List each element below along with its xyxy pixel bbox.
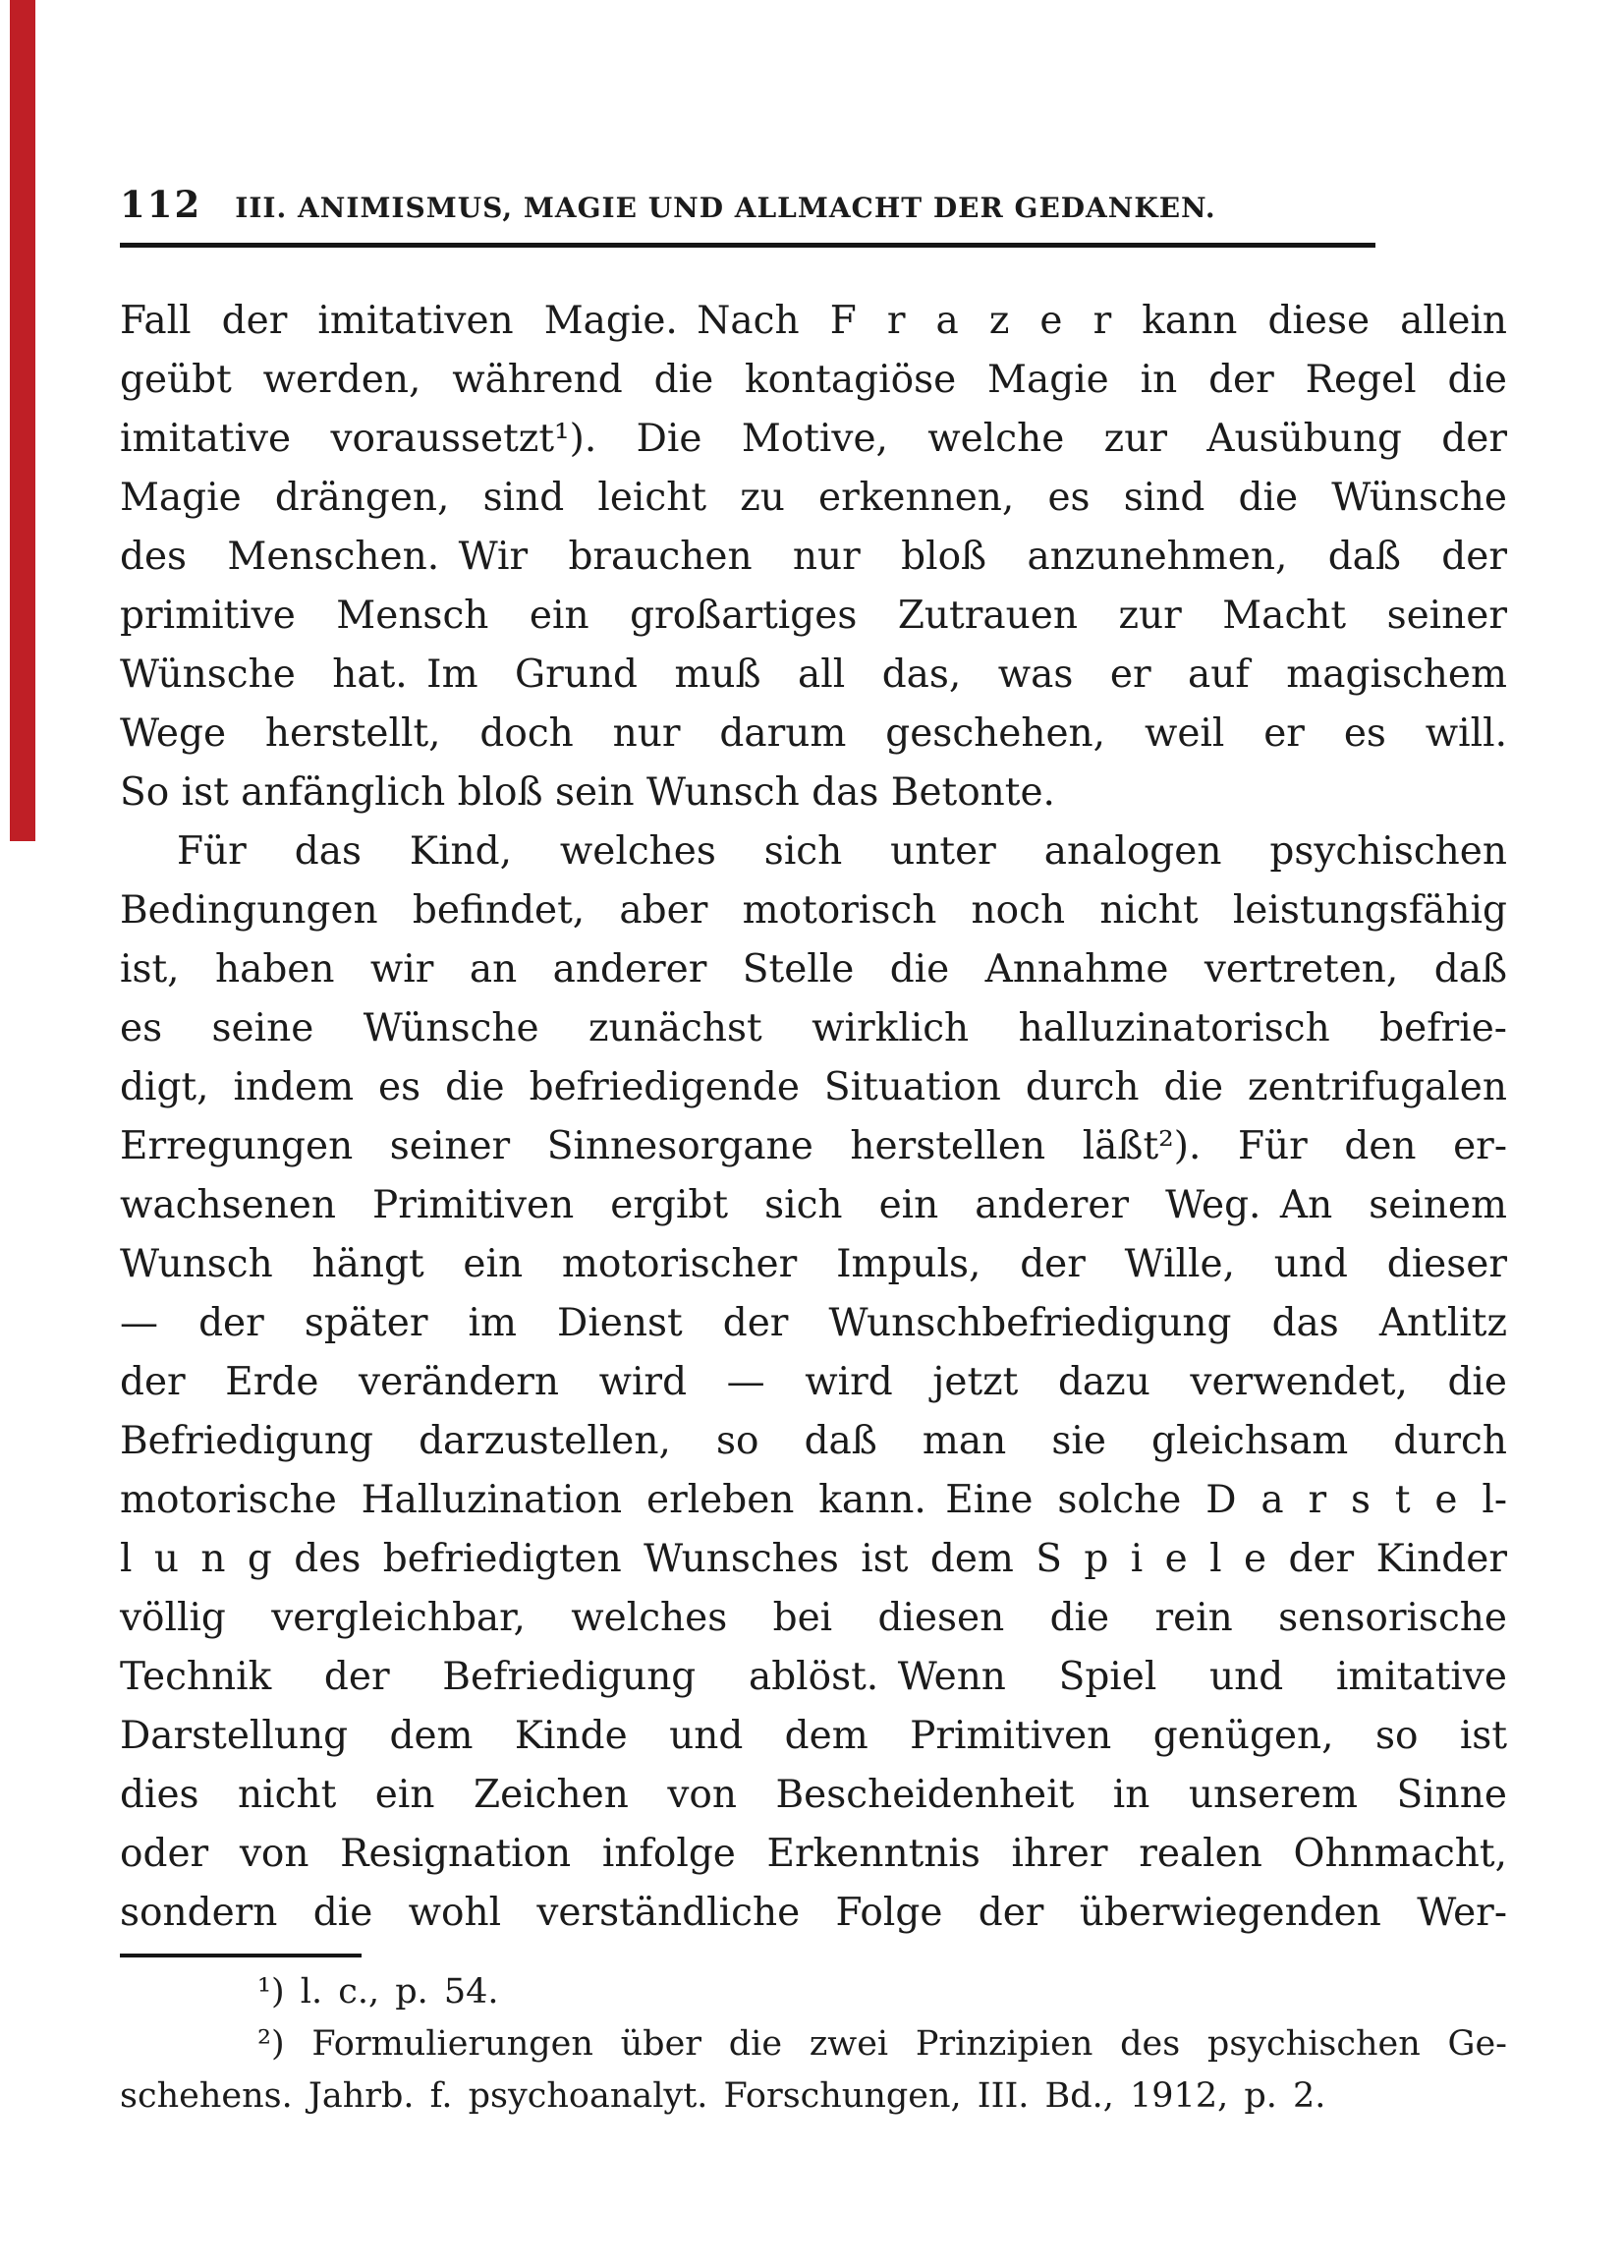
text-line: Fall der imitativen Magie. Nach F r a z e r kann diese allein	[120, 299, 1507, 343]
text-line: Erregungen seiner Sinnesorgane herstellen läßt²). Für den er-	[120, 1124, 1507, 1168]
text-line: So ist anfänglich bloß sein Wunsch das Betonte.	[120, 770, 1055, 815]
text-line: — der später im Dienst der Wunschbefriedigung das Antlitz	[120, 1301, 1507, 1345]
text-line: Darstellung dem Kinde und dem Primitiven genügen, so ist	[120, 1714, 1507, 1758]
text-line: l u n g des befriedigten Wunsches ist dem S p i e l e der Kinder	[120, 1537, 1507, 1581]
text-line: Wunsch hängt ein motorischer Impuls, der Wille, und dieser	[120, 1242, 1507, 1286]
running-title: III. ANIMISMUS, MAGIE UND ALLMACHT DER GEDANKEN.	[235, 192, 1216, 224]
footnote-line: schehens. Jahrb. f. psychoanalyt. Forschungen, III. Bd., 1912, p. 2.	[120, 2076, 1326, 2116]
text-line: der Erde verändern wird — wird jetzt dazu verwendet, die	[120, 1360, 1507, 1404]
red-edge-ribbon	[10, 0, 35, 841]
text-line: dies nicht ein Zeichen von Bescheidenheit in unserem Sinne	[120, 1773, 1507, 1817]
text-line: primitive Mensch ein großartiges Zutrauen zur Macht seiner	[120, 594, 1507, 638]
text-line: völlig vergleichbar, welches bei diesen die rein sensorische	[120, 1596, 1507, 1640]
footnote-line: ¹) l. c., p. 54.	[257, 1972, 499, 2012]
footnote-rule	[120, 1954, 362, 1957]
text-line: digt, indem es die befriedigende Situation durch die zentrifugalen	[120, 1065, 1507, 1109]
text-line: wachsenen Primitiven ergibt sich ein anderer Weg. An seinem	[120, 1183, 1507, 1227]
text-line: Befriedigung darzustellen, so daß man sie gleichsam durch	[120, 1419, 1507, 1463]
footnote-line: ²) Formulierungen über die zwei Prinzipien des psychischen Ge-	[257, 2024, 1507, 2064]
text-line: Bedingungen befindet, aber motorisch noch nicht leistungsfähig	[120, 888, 1507, 933]
text-line: des Menschen. Wir brauchen nur bloß anzunehmen, daß der	[120, 535, 1507, 579]
body-text	[120, 292, 1507, 1943]
text-line: Für das Kind, welches sich unter analogen psychischen	[177, 829, 1507, 874]
page-number: 112	[120, 183, 202, 226]
text-line: Wege herstellt, doch nur darum geschehen, weil er es will.	[120, 711, 1507, 756]
text-line: oder von Resignation infolge Erkenntnis ihrer realen Ohnmacht,	[120, 1832, 1507, 1876]
text-line: Wünsche hat. Im Grund muß all das, was er auf magischem	[120, 652, 1507, 697]
text-line: motorische Halluzination erleben kann. Eine solche D a r s t e l-	[120, 1478, 1507, 1522]
text-line: ist, haben wir an anderer Stelle die Annahme vertreten, daß	[120, 947, 1507, 992]
text-line: geübt werden, während die kontagiöse Magie in der Regel die	[120, 358, 1507, 402]
text-line: sondern die wohl verständliche Folge der überwiegenden Wer-	[120, 1891, 1507, 1935]
text-line: es seine Wünsche zunächst wirklich halluzinatorisch befrie-	[120, 1006, 1507, 1050]
text-line: imitative voraussetzt¹). Die Motive, welche zur Ausübung der	[120, 417, 1507, 461]
header-rule	[120, 243, 1375, 248]
text-line: Magie drängen, sind leicht zu erkennen, es sind die Wünsche	[120, 476, 1507, 520]
page-header	[120, 183, 1507, 226]
text-line: Technik der Befriedigung ablöst. Wenn Spiel und imitative	[120, 1655, 1507, 1699]
footnotes	[120, 1966, 1507, 2123]
